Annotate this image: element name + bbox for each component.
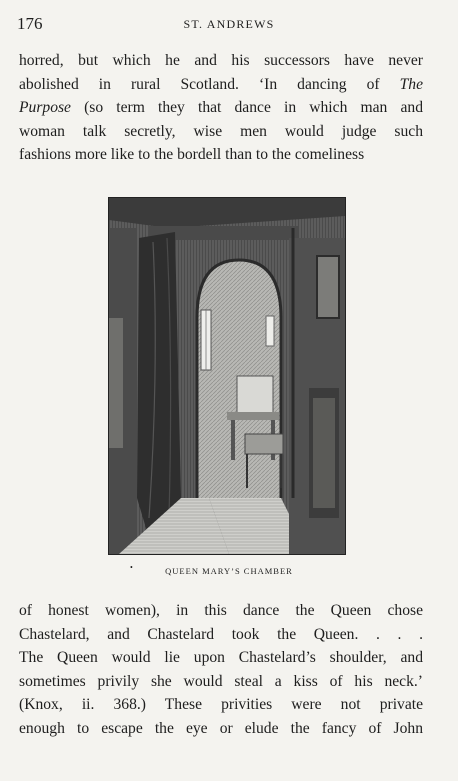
text-line: sometimes privily she would steal a kiss of his neck.’ [19, 672, 423, 690]
text-line: of honest women), in this dance the Queen chose [19, 602, 423, 619]
text-line: enough to escape the eye or elude the fancy of John [19, 719, 423, 737]
figure-caption: QUEEN MARY’S CHAMBER [165, 566, 293, 576]
text-line: fashions more like to the bordell than to the comeliness [19, 146, 365, 163]
paragraph-top [19, 49, 423, 167]
text-line: horred, but which he and his successors have never [19, 52, 423, 69]
page-number: 176 [17, 14, 43, 33]
engraving-illustration [108, 197, 346, 555]
paragraph-bottom [19, 599, 423, 740]
text-segment: (so term they that dance in which man and [70, 99, 423, 116]
running-title: ST. ANDREWS [183, 17, 275, 31]
chamber-engraving [109, 198, 345, 554]
text-line: The Queen would lie upon Chastelard’s shoulder, and [19, 649, 423, 666]
text-line: (Knox, ii. 368.) These privities were not private [19, 696, 423, 713]
text-segment: abolished in rural Scotland. ‘In dancing of [19, 75, 400, 93]
text-line: woman talk secretly, wise men would judge such [19, 122, 423, 140]
text-line: Chastelard, and Chastelard took the Queen. . . . [19, 625, 423, 643]
italic-title-word: Purpose [19, 99, 71, 116]
italic-title-word: The [399, 75, 423, 93]
text-line [19, 96, 423, 120]
caption-mark: • [130, 563, 133, 572]
text-line [19, 73, 423, 97]
